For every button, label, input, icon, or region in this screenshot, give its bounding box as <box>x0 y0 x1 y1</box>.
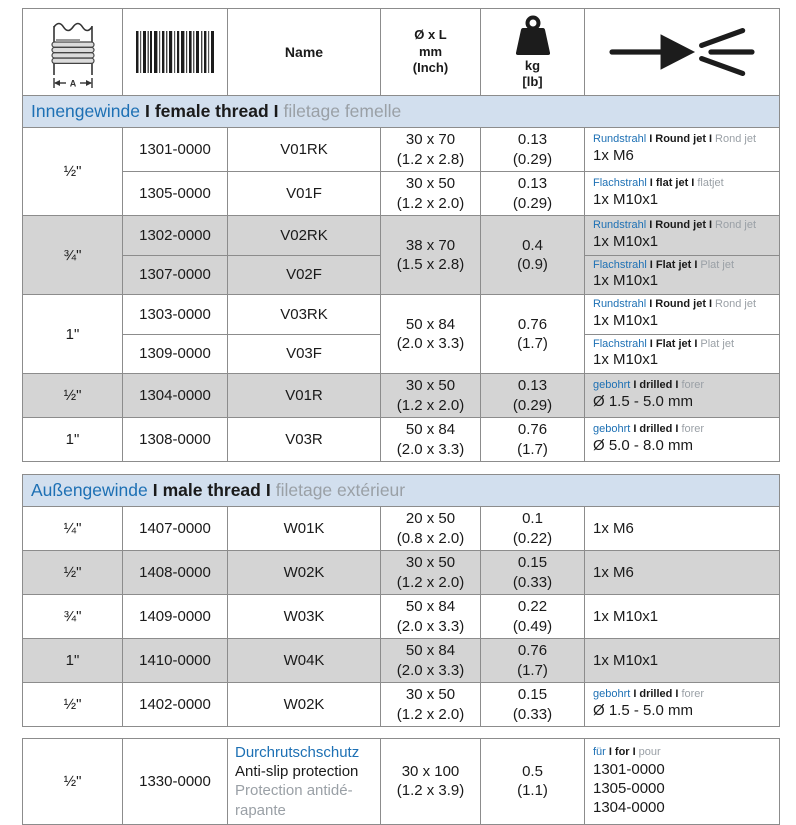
name-column-header: Name <box>228 9 381 96</box>
size-cell: 1" <box>23 418 123 462</box>
connection-value: 1x M10x1 <box>593 351 659 369</box>
name-cell: V01RK <box>228 128 381 172</box>
table-row <box>23 128 780 172</box>
weight-lb: (0.29) <box>512 150 553 168</box>
weight-lb: (0.9) <box>517 256 548 273</box>
dim-inch: (1.2 x 2.0) <box>396 396 465 414</box>
jet-cell <box>585 295 780 335</box>
weight-lb: (0.29) <box>512 396 553 414</box>
article-number-cell: 1302-0000 <box>123 216 228 256</box>
table-row <box>23 683 780 727</box>
connection-value: 1x M6 <box>593 147 634 164</box>
separator: I <box>675 423 679 436</box>
name-cell: W01K <box>228 507 381 551</box>
dim-inch: (1.2 x 2.0) <box>396 573 465 591</box>
name-cell: V02RK <box>228 216 381 256</box>
dim-inch: (0.8 x 2.0) <box>396 529 465 547</box>
section-title-fr: filetage femelle <box>283 101 402 121</box>
jet-type-label: Rundstrahl I Round jet I Rond jet <box>593 298 757 310</box>
weight-kg: 0.13 <box>517 131 548 148</box>
dim-inch: (2.0 x 3.3) <box>396 335 465 352</box>
weight-lb: (1.7) <box>517 440 548 458</box>
table-row <box>23 295 780 335</box>
weight-cell <box>481 595 585 639</box>
weight-lb: (1.7) <box>517 335 548 352</box>
weight-kg: 0.15 <box>517 554 548 571</box>
section-title-en: female thread <box>154 101 269 121</box>
jet-type-label: Rundstrahl I Round jet I Rond jet <box>593 133 757 146</box>
barcode-column-header <box>123 9 228 96</box>
table-row <box>23 216 780 256</box>
separator: I <box>708 219 713 231</box>
separator: I <box>691 177 695 190</box>
jet-cell <box>585 683 780 727</box>
weight-kg: 0.13 <box>517 175 548 192</box>
jet-cell <box>585 128 780 172</box>
dimensions-cell <box>381 739 481 825</box>
size-cell: ¾" <box>23 216 123 295</box>
size-cell: ½" <box>23 739 123 825</box>
article-number-cell: 1305-0000 <box>123 172 228 216</box>
dim-inch: (2.0 x 3.3) <box>396 440 465 458</box>
article-number-cell: 1307-0000 <box>123 255 228 295</box>
article-number-cell: 1402-0000 <box>123 683 228 727</box>
article-number-cell: 1303-0000 <box>123 295 228 335</box>
separator: I <box>708 133 713 146</box>
jet-cell <box>585 639 780 683</box>
name-cell: V01R <box>228 374 381 418</box>
table-row <box>23 374 780 418</box>
dimensions-cell <box>381 595 481 639</box>
name-cell: V01F <box>228 172 381 216</box>
article-number-cell: 1304-0000 <box>123 374 228 418</box>
dimensions-cell <box>381 374 481 418</box>
connection-value: Ø 5.0 - 8.0 mm <box>593 437 694 454</box>
dimensions-cell <box>381 639 481 683</box>
jet-cell <box>585 255 780 295</box>
article-number-cell: 1301-0000 <box>123 128 228 172</box>
barcode-icon <box>126 31 224 73</box>
jet-type-label: gebohrt I drilled I forer <box>593 379 705 392</box>
table-row <box>23 639 780 683</box>
jet-type-label: Flachstrahl I flat jet I flatjet <box>593 177 724 190</box>
male-thread-table <box>22 474 780 727</box>
weight-kg: 0.15 <box>517 686 548 703</box>
column-header-row <box>23 9 780 96</box>
table-gap <box>22 727 779 738</box>
connection-value: 1x M10x1 <box>593 608 659 625</box>
connection-value: Ø 1.5 - 5.0 mm <box>593 393 694 410</box>
weight-cell <box>481 295 585 374</box>
separator: I <box>649 298 653 310</box>
accessory-name-en: Anti-slip protection <box>235 763 359 781</box>
jet-cell <box>585 374 780 418</box>
section-title-male-thread <box>23 475 780 507</box>
section-title-fr: filetage extérieur <box>275 480 406 500</box>
weight-lb: (1.7) <box>517 661 548 679</box>
weight-kg: 0.5 <box>522 762 543 780</box>
article-number-cell: 1309-0000 <box>123 334 228 374</box>
connection-value: Ø 1.5 - 5.0 mm <box>593 702 694 719</box>
jet-type-label: gebohrt I drilled I forer <box>593 423 705 436</box>
dimensions-cell <box>381 683 481 727</box>
table-row <box>23 551 780 595</box>
dim-header-line: mm <box>418 43 443 59</box>
size-cell: ¼" <box>23 507 123 551</box>
jet-cell <box>585 507 780 551</box>
separator: I <box>694 337 698 350</box>
size-cell: ½" <box>23 374 123 418</box>
product-catalog-page <box>22 8 779 825</box>
jet-cell <box>585 334 780 374</box>
dim-inch: (2.0 x 3.3) <box>396 661 465 679</box>
weight-cell <box>481 128 585 172</box>
dim-header-line: (Inch) <box>412 60 449 76</box>
table-row <box>23 739 780 825</box>
weight-kg: 0.22 <box>517 598 548 615</box>
table-row <box>23 418 780 462</box>
dim-inch: (2.0 x 3.3) <box>396 617 465 635</box>
separator: I <box>694 258 698 271</box>
dim-inch: (1.2 x 2.8) <box>396 150 465 168</box>
jet-cell <box>585 216 780 256</box>
weight-lb: (1.1) <box>517 782 548 800</box>
jet-column-header <box>585 9 780 96</box>
weight-kg: 0.76 <box>517 315 548 333</box>
article-number-cell: 1408-0000 <box>123 551 228 595</box>
table-row <box>23 595 780 639</box>
weight-cell <box>481 739 585 825</box>
weight-cell <box>481 172 585 216</box>
jet-cell <box>585 418 780 462</box>
accessory-name-fr: Protection antidérapante <box>235 782 353 819</box>
jet-type-label: Flachstrahl I Flat jet I Plat jet <box>593 258 735 271</box>
separator: I <box>265 480 271 500</box>
section-title-de: Außengewinde <box>31 480 148 500</box>
size-cell: 1" <box>23 639 123 683</box>
for-label: für I for I pour <box>593 745 661 758</box>
weight-cell <box>481 418 585 462</box>
dimensions-cell <box>381 418 481 462</box>
name-cell <box>228 739 381 825</box>
name-cell: W02K <box>228 683 381 727</box>
weight-lb: (0.22) <box>512 529 553 547</box>
separator: I <box>633 379 637 392</box>
dim-mm: 50 x 84 <box>405 598 456 615</box>
weight-kg: 0.13 <box>517 377 548 394</box>
weight-lb: (0.33) <box>512 705 553 723</box>
weight-kg: 0.76 <box>517 642 548 659</box>
article-number-cell: 1330-0000 <box>123 739 228 825</box>
table-gap <box>22 462 779 474</box>
dim-mm: 50 x 84 <box>405 642 456 659</box>
weight-kg: 0.1 <box>522 510 543 527</box>
table-row <box>23 172 780 216</box>
name-cell: W02K <box>228 551 381 595</box>
weight-cell <box>481 374 585 418</box>
table-row <box>23 507 780 551</box>
dimensions-cell <box>381 507 481 551</box>
weight-lb: (0.29) <box>512 194 553 212</box>
name-cell: V02F <box>228 255 381 295</box>
article-number-cell: 1410-0000 <box>123 639 228 683</box>
dim-inch: (1.2 x 2.0) <box>396 705 465 723</box>
section-title-en: male thread <box>162 480 261 500</box>
dim-mm: 30 x 100 <box>401 762 460 780</box>
dim-mm: 30 x 50 <box>405 686 456 703</box>
dimensions-cell <box>381 216 481 295</box>
dim-inch: (1.2 x 2.0) <box>396 194 465 212</box>
connection-value: 1x M10x1 <box>593 652 659 669</box>
separator: I <box>649 177 653 190</box>
compatible-article: 1304-0000 <box>593 798 665 816</box>
article-number-cell: 1407-0000 <box>123 507 228 551</box>
article-number-cell: 1308-0000 <box>123 418 228 462</box>
weight-cell <box>481 551 585 595</box>
thread-dimension-icon <box>26 15 119 89</box>
jet-type-label: Rundstrahl I Round jet I Rond jet <box>593 219 757 231</box>
weight-lb: (0.49) <box>512 617 553 635</box>
jet-type-label: Flachstrahl I Flat jet I Plat jet <box>593 337 735 350</box>
weight-lb: (0.33) <box>512 573 553 591</box>
weight-cell <box>481 507 585 551</box>
article-number-cell: 1409-0000 <box>123 595 228 639</box>
compatible-article: 1305-0000 <box>593 779 665 797</box>
size-column-header <box>23 9 123 96</box>
dim-mm: 30 x 70 <box>405 131 456 148</box>
dim-header-line: Ø x L <box>414 26 447 42</box>
separator: I <box>649 219 653 231</box>
dim-inch: (1.5 x 2.8) <box>396 256 465 273</box>
weight-column-header <box>481 9 585 96</box>
separator: I <box>273 101 279 121</box>
dim-mm: 20 x 50 <box>405 510 456 527</box>
female-thread-table <box>22 8 780 462</box>
weight-kg: 0.4 <box>522 236 543 254</box>
name-cell: W04K <box>228 639 381 683</box>
section-title-female-thread <box>23 96 780 128</box>
accessory-name-de: Durchrutschschutz <box>235 744 360 761</box>
separator: I <box>675 688 679 701</box>
connection-value: 1x M10x1 <box>593 191 659 208</box>
accessory-table <box>22 738 780 825</box>
size-cell: ½" <box>23 683 123 727</box>
section-header-row-male-thread <box>23 475 780 507</box>
jet-cell <box>585 551 780 595</box>
spray-jet-icon <box>588 24 776 80</box>
dim-mm: 38 x 70 <box>405 236 456 254</box>
dim-mm: 30 x 50 <box>405 377 456 394</box>
weight-cell <box>481 683 585 727</box>
compatibility-cell <box>585 739 780 825</box>
separator: I <box>675 379 679 392</box>
dimensions-cell <box>381 172 481 216</box>
size-cell: ½" <box>23 551 123 595</box>
weight-kg: 0.76 <box>517 421 548 438</box>
size-cell: 1" <box>23 295 123 374</box>
dim-mm: 50 x 84 <box>405 315 456 333</box>
compatible-article: 1301-0000 <box>593 760 665 778</box>
separator: I <box>632 745 636 758</box>
dimensions-cell <box>381 295 481 374</box>
dim-inch: (1.2 x 3.9) <box>396 782 465 800</box>
separator: I <box>633 688 637 701</box>
dimensions-column-header <box>381 9 481 96</box>
separator: I <box>152 480 158 500</box>
separator: I <box>633 423 637 436</box>
name-cell: V03RK <box>228 295 381 335</box>
separator: I <box>649 337 653 350</box>
section-title-de: Innengewinde <box>31 101 140 121</box>
separator: I <box>649 258 653 271</box>
dim-mm: 30 x 50 <box>405 175 456 192</box>
jet-type-label: gebohrt I drilled I forer <box>593 688 705 701</box>
name-cell: V03F <box>228 334 381 374</box>
name-cell: W03K <box>228 595 381 639</box>
separator: I <box>708 298 713 310</box>
weight-cell <box>481 639 585 683</box>
connection-value: 1x M6 <box>593 520 634 537</box>
dim-mm: 30 x 50 <box>405 554 456 571</box>
jet-cell <box>585 172 780 216</box>
connection-value: 1x M6 <box>593 564 634 581</box>
dimensions-cell <box>381 128 481 172</box>
dim-mm: 50 x 84 <box>405 421 456 438</box>
dimensions-cell <box>381 551 481 595</box>
dimension-letter: A <box>69 78 76 89</box>
separator: I <box>608 745 612 758</box>
name-cell: V03R <box>228 418 381 462</box>
weight-unit-lb: [lb] <box>522 74 543 89</box>
connection-value: 1x M10x1 <box>593 232 659 250</box>
size-cell: ½" <box>23 128 123 216</box>
weight-cell <box>481 216 585 295</box>
connection-value: 1x M10x1 <box>593 272 659 290</box>
weight-unit-kg: kg <box>524 58 541 74</box>
separator: I <box>144 101 150 121</box>
connection-value: 1x M10x1 <box>593 311 659 329</box>
weight-icon <box>484 15 581 88</box>
jet-cell <box>585 595 780 639</box>
separator: I <box>649 133 653 146</box>
section-header-row-female-thread <box>23 96 780 128</box>
size-cell: ¾" <box>23 595 123 639</box>
